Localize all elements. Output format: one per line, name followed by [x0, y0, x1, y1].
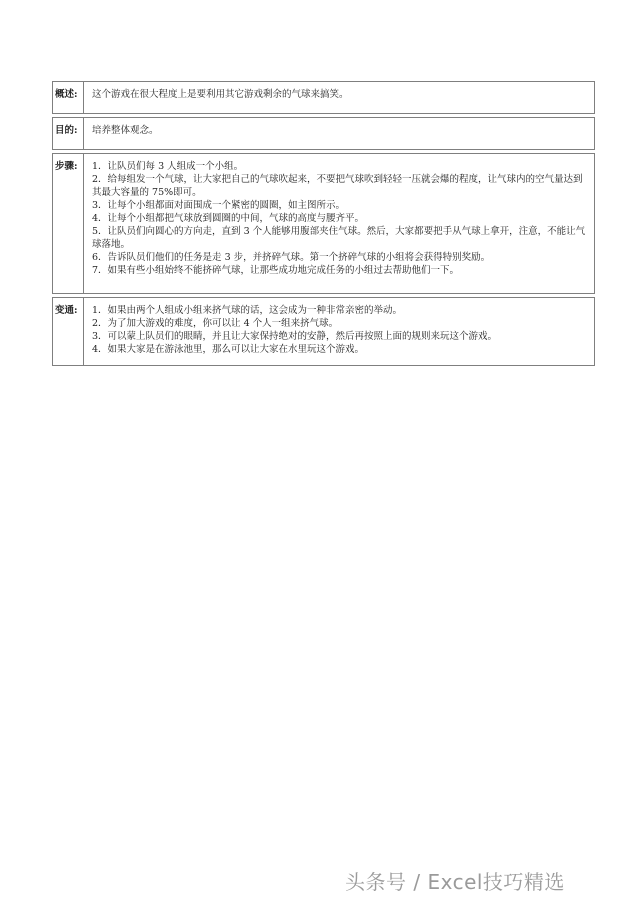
content-table — [52, 78, 595, 369]
variation-item-3: 3．可以蒙上队员们的眼睛，并且让大家保持绝对的安静，然后再按照上面的规则来玩这个游戏。 — [92, 331, 498, 342]
variation-list — [83, 297, 595, 366]
overview-label: 概述: — [52, 81, 83, 114]
steps-list — [83, 153, 595, 294]
step-item-4: 4．让每个小组都把气球放到圆圈的中间，气球的高度与腰齐平。 — [92, 213, 365, 224]
variation-row — [52, 297, 595, 366]
step-item-3: 3．让每个小组都面对面围成一个紧密的圆圈，如主图所示。 — [92, 200, 346, 211]
variation-item-2: 2．为了加大游戏的难度，你可以让 4 个人一组来挤气球。 — [92, 318, 339, 329]
goal-text: 培养整体观念。 — [83, 117, 595, 150]
step-item-2: 2．给每组发一个气球，让大家把自己的气球吹起来，不要把气球吹到轻轻一压就会爆的程度，让气球内的空气量达到其最大容量的 75%即可。 — [92, 174, 583, 198]
variation-item-1: 1．如果由两个人组成小组来挤气球的话，这会成为一种非常亲密的举动。 — [92, 305, 403, 316]
source-watermark: 头条号 / Excel技巧精选 — [345, 870, 565, 894]
variation-item-4: 4．如果大家是在游泳池里，那么可以让大家在水里玩这个游戏。 — [92, 344, 365, 355]
step-item-1: 1．让队员们每 3 人组成一个小组。 — [92, 161, 244, 172]
step-item-5: 5．让队员们向圆心的方向走，直到 3 个人能够用腹部夹住气球。然后，大家都要把手从气球上拿开，注意，不能让气球落地。 — [92, 226, 586, 250]
variation-label: 变通: — [52, 297, 83, 366]
goal-row — [52, 117, 595, 150]
overview-row — [52, 81, 595, 114]
overview-text: 这个游戏在很大程度上是要利用其它游戏剩余的气球来搞笑。 — [83, 81, 595, 114]
step-item-7: 7．如果有些小组始终不能挤碎气球，让那些成功地完成任务的小组过去帮助他们一下。 — [92, 265, 460, 276]
step-item-6: 6．告诉队员们他们的任务是走 3 步，并挤碎气球。第一个挤碎气球的小组将会获得特别奖励。 — [92, 252, 491, 263]
steps-label: 步骤: — [52, 153, 83, 294]
goal-label: 目的: — [52, 117, 83, 150]
steps-row — [52, 153, 595, 294]
